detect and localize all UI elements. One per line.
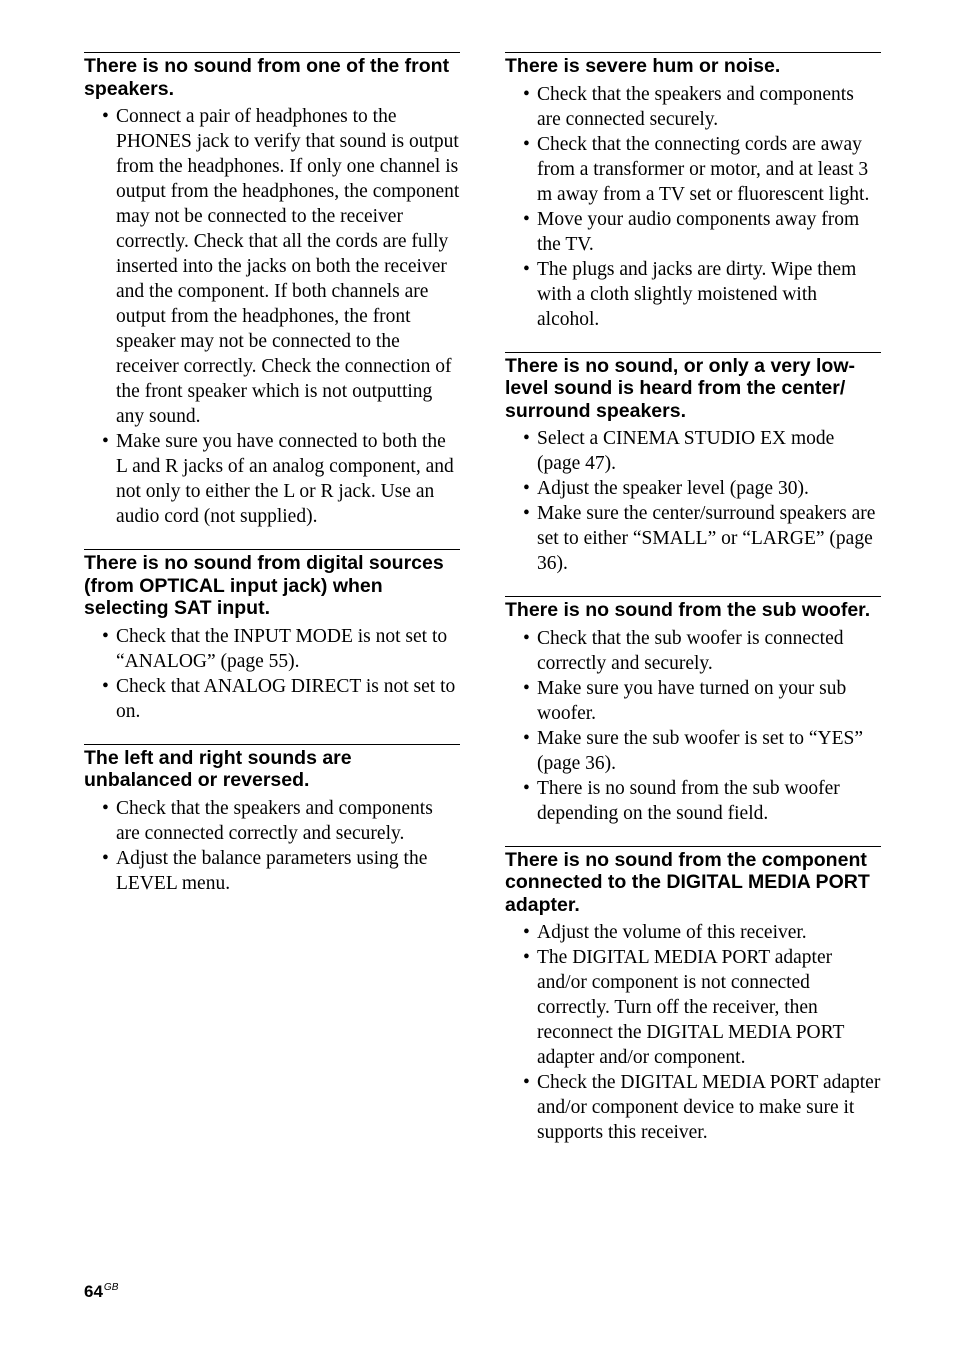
list-item: • Check the DIGITAL MEDIA PORT adapter and/or component device to make sure it supports this receiver. — [505, 1070, 881, 1145]
section-heading: There is severe hum or noise. — [505, 55, 781, 77]
right-column — [505, 52, 881, 1165]
bullet-list — [505, 426, 881, 576]
list-item: • Check that the speakers and components are connected correctly and securely. — [84, 796, 460, 846]
list-item: • Adjust the speaker level (page 30). — [505, 476, 881, 501]
bullet-list — [84, 624, 460, 724]
page-number-value: 64 — [84, 1282, 103, 1301]
troubleshooting-section — [505, 846, 881, 1146]
list-item: • Make sure the sub woofer is set to “YES” (page 36). — [505, 726, 881, 776]
left-column — [84, 52, 460, 916]
bullet-list — [84, 796, 460, 896]
list-item: • Check that the sub woofer is connected correctly and securely. — [505, 626, 881, 676]
section-heading: The left and right sounds are unbalanced or reversed. — [84, 746, 352, 791]
list-item: • Select a CINEMA STUDIO EX mode (page 47). — [505, 426, 881, 476]
bullet-list — [84, 104, 460, 529]
list-item: • There is no sound from the sub woofer depending on the sound field. — [505, 776, 881, 826]
list-item: • Check that the connecting cords are away from a transformer or motor, and at least 3 m away from a TV set or fluorescent light. — [505, 132, 881, 207]
troubleshooting-section — [84, 549, 460, 724]
section-heading: There is no sound from the component connected to the DIGITAL MEDIA PORT adapter. — [505, 848, 870, 916]
troubleshooting-section — [505, 52, 881, 332]
list-item: • Connect a pair of headphones to the PHONES jack to verify that sound is output from the headphones. If only one channel is output from the headphones, the component may not be connected to the receiver correctly. Check that all the cords are fully inserted into the jacks on both the receiver and the component. If both channels are output from the headphones, the front speaker may not be connected to the receiver correctly. Check the connection of the front speaker which is not outputting any sound. — [84, 104, 460, 429]
list-item: • Check that the speakers and components are connected securely. — [505, 82, 881, 132]
troubleshooting-section — [84, 744, 460, 896]
list-item: • Adjust the balance parameters using the LEVEL menu. — [84, 846, 460, 896]
section-heading: There is no sound from digital sources (from OPTICAL input jack) when selecting SAT input. — [84, 552, 444, 619]
page-region-mark: GB — [103, 1282, 119, 1293]
page-number — [84, 1282, 118, 1302]
list-item: • Make sure you have connected to both the L and R jacks of an analog component, and not only to either the L or R jack. Use an audio cord (not supplied). — [84, 429, 460, 529]
section-heading: There is no sound from one of the front speakers. — [84, 55, 450, 100]
bullet-list — [505, 920, 881, 1145]
list-item: • Make sure the center/surround speakers are set to either “SMALL” or “LARGE” (page 36). — [505, 501, 881, 576]
list-item: • The plugs and jacks are dirty. Wipe them with a cloth slightly moistened with alcohol. — [505, 257, 881, 332]
troubleshooting-section — [84, 52, 460, 529]
list-item: • The DIGITAL MEDIA PORT adapter and/or component is not connected correctly. Turn off the receiver, then reconnect the DIGITAL MEDIA PORT adapter and/or component. — [505, 945, 881, 1070]
list-item: • Adjust the volume of this receiver. — [505, 920, 881, 945]
list-item: • Make sure you have turned on your sub woofer. — [505, 676, 881, 726]
bullet-list — [505, 82, 881, 332]
troubleshooting-section — [505, 596, 881, 826]
list-item: • Move your audio components away from the TV. — [505, 207, 881, 257]
section-heading: There is no sound from the sub woofer. — [505, 599, 871, 621]
list-item: • Check that the INPUT MODE is not set to “ANALOG” (page 55). — [84, 624, 460, 674]
section-heading: There is no sound, or only a very low-level sound is heard from the center/ surround speakers. — [505, 354, 855, 422]
troubleshooting-section — [505, 352, 881, 577]
bullet-list — [505, 626, 881, 826]
list-item: • Check that ANALOG DIRECT is not set to on. — [84, 674, 460, 724]
